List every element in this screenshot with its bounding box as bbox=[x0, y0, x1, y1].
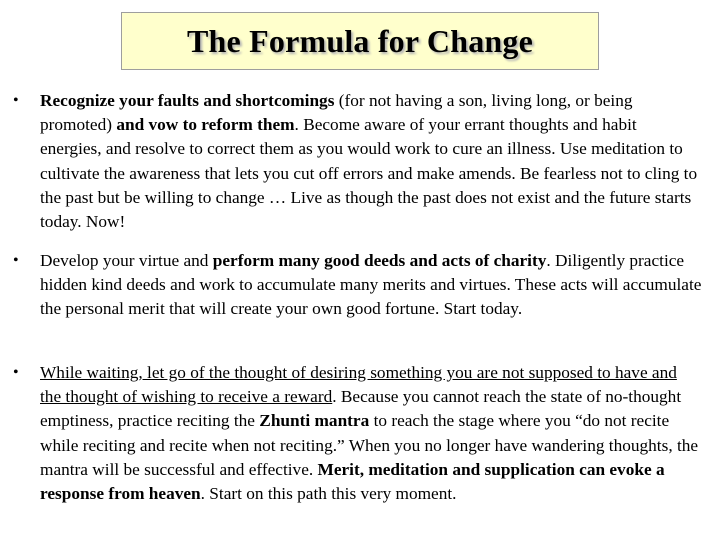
text-segment: . Become aware of your errant thoughts and habit energies, and resolve to correct them as you would work to cure an illness. Use meditation to cultivate the awareness that lets you cut off errors and make amends. Be fearless not to cling to the past but be willing to change … Live as though the past does not exist and the future starts today. Now! bbox=[40, 115, 698, 232]
text-segment: Recognize your faults and shortcomings bbox=[40, 91, 335, 110]
text-segment: (for not having a son, living long, or being promoted) bbox=[40, 91, 633, 135]
text-segment: Zhunti mantra bbox=[259, 411, 370, 431]
bullet-marker: • bbox=[13, 364, 19, 381]
bullet-marker: • bbox=[13, 252, 19, 269]
bullet-item-3 bbox=[13, 361, 702, 506]
text-segment: to reach the stage where you “do not recite while reciting and recite when not reciting.” When you no longer have wandering thoughts, the mantra will be successful and effective. bbox=[40, 411, 699, 479]
text-segment: . Start on this path this very moment. bbox=[200, 484, 457, 504]
text-segment: Merit, meditation and supplication can evoke a response from heaven bbox=[40, 459, 665, 504]
bullet-marker: • bbox=[13, 92, 19, 109]
text-segment: perform many good deeds and acts of charity bbox=[212, 251, 547, 270]
slide-title: The Formula for Change bbox=[186, 22, 534, 59]
text-segment: and vow to reform them bbox=[116, 115, 295, 135]
text-segment: Develop your virtue and bbox=[40, 251, 213, 270]
title-box bbox=[121, 12, 599, 70]
text-segment: While waiting, let go of the thought of desiring something you are not supposed to have and the thought of wishing to receive a reward bbox=[40, 363, 677, 407]
bullet-item-2 bbox=[13, 249, 702, 322]
text-segment: . Because you cannot reach the state of no-thought emptiness, practice reciting the bbox=[40, 387, 682, 431]
bullet-item-1 bbox=[13, 89, 702, 234]
text-segment: . Diligently practice hidden kind deeds and work to accumulate many merits and virtues. These acts will accumulate the personal merit that will create your own good fortune. Start today. bbox=[40, 251, 702, 319]
